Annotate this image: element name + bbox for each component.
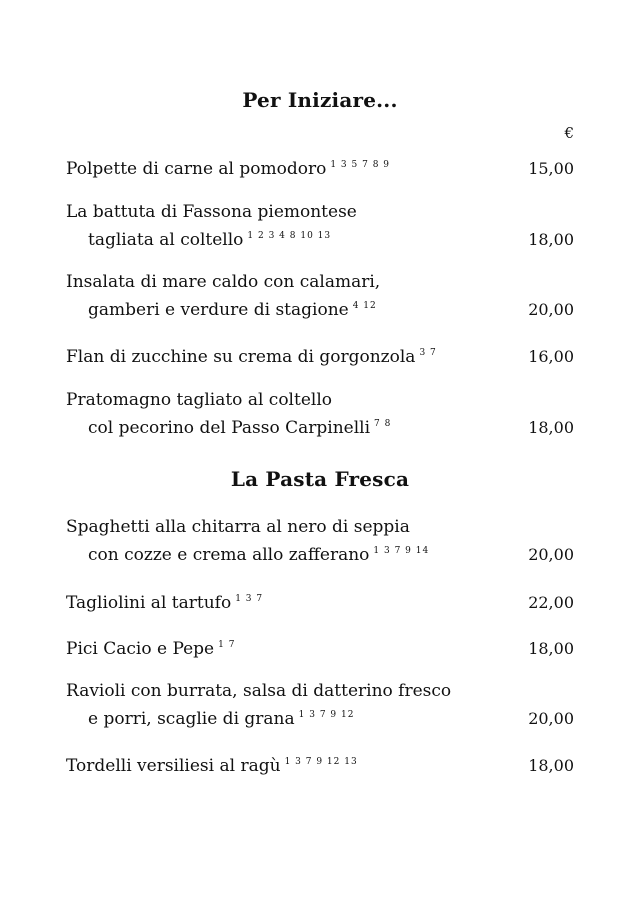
item-name-continued: col pecorino del Passo Carpinelli	[88, 418, 371, 438]
item-name: Polpette di carne al pomodoro	[66, 159, 327, 179]
menu-item	[66, 750, 574, 778]
item-name-continued: tagliata al coltello	[88, 230, 244, 250]
allergen-codes: 1 2 3 4 8 10 13	[247, 231, 332, 241]
item-price: 18,00	[528, 418, 574, 437]
allergen-codes: 1 3 7 9 12 13	[284, 757, 358, 767]
item-price: 18,00	[528, 756, 574, 775]
item-price: 20,00	[528, 545, 574, 564]
allergen-codes: 3 7	[419, 348, 437, 358]
item-name: La battuta di Fassona piemontese	[66, 202, 357, 222]
item-name: Insalata di mare caldo con calamari,	[66, 272, 381, 292]
allergen-codes: 1 7	[218, 640, 236, 650]
item-price: 20,00	[528, 300, 574, 319]
item-name: Tordelli versiliesi al ragù	[66, 756, 281, 776]
item-price: 18,00	[528, 639, 574, 658]
allergen-codes: 1 3 7 9 12	[298, 710, 355, 720]
menu-item	[66, 515, 574, 567]
item-name: Pici Cacio e Pepe	[66, 639, 215, 659]
section-title-per-iniziare: Per Iniziare...	[242, 88, 398, 112]
currency-symbol: €	[564, 124, 574, 142]
item-price: 20,00	[528, 709, 574, 728]
item-name: Pratomagno tagliato al coltello	[66, 390, 332, 410]
allergen-codes: 7 8	[374, 419, 392, 429]
allergen-codes: 1 3 7 9 14	[373, 546, 430, 556]
menu-item	[66, 200, 574, 252]
item-name-continued: con cozze e crema allo zafferano	[88, 545, 370, 565]
menu-item	[66, 679, 574, 731]
menu-item	[66, 341, 574, 369]
menu-item	[66, 153, 574, 181]
section-title-la-pasta-fresca: La Pasta Fresca	[230, 467, 410, 491]
item-name-continued: gamberi e verdure di stagione	[88, 300, 349, 320]
item-name-continued: e porri, scaglie di grana	[88, 709, 295, 729]
item-price: 16,00	[528, 347, 574, 366]
allergen-codes: 1 3 5 7 8 9	[330, 160, 391, 170]
item-price: 22,00	[528, 593, 574, 612]
allergen-codes: 4 12	[352, 301, 377, 311]
menu-item	[66, 270, 574, 322]
item-name: Spaghetti alla chitarra al nero di seppia	[66, 517, 410, 537]
menu-item	[66, 587, 574, 615]
item-price: 18,00	[528, 230, 574, 249]
item-name: Tagliolini al tartufo	[66, 593, 232, 613]
menu-item	[66, 633, 574, 661]
menu-item	[66, 388, 574, 440]
item-name: Flan di zucchine su crema di gorgonzola	[66, 347, 416, 367]
allergen-codes: 1 3 7	[235, 594, 264, 604]
item-price: 15,00	[528, 159, 574, 178]
item-name: Ravioli con burrata, salsa di datterino fresco	[66, 681, 452, 701]
